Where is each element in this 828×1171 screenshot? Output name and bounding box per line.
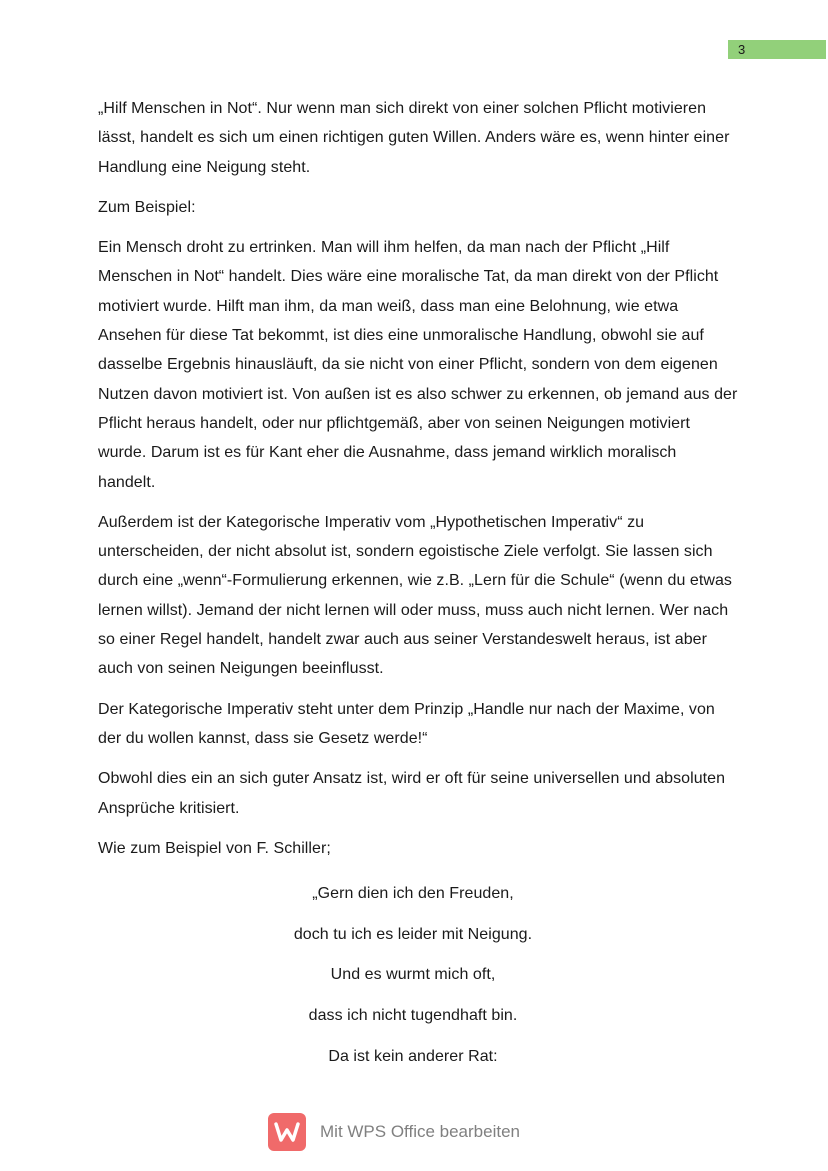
poem-line: dass ich nicht tugendhaft bin. bbox=[308, 1006, 518, 1024]
wps-logo-icon bbox=[268, 1113, 306, 1151]
paragraph: Zum Beispiel: bbox=[98, 198, 196, 216]
poem-line: doch tu ich es leider mit Neigung. bbox=[293, 925, 533, 943]
poem-line: Da ist kein anderer Rat: bbox=[328, 1047, 498, 1065]
poem-quote bbox=[98, 884, 728, 1066]
paragraph: Wie zum Beispiel von F. Schiller; bbox=[98, 839, 331, 857]
page-number: 3 bbox=[728, 40, 826, 59]
poem-line: „Gern dien ich den Freuden, bbox=[312, 885, 514, 903]
paragraph: „Hilf Menschen in Not“. Nur wenn man sich direkt von einer solchen Pflicht motivieren lässt, handelt es sich um einen richtigen guten Willen. Anders wäre es, wenn hinter einer Handlung eine Neigung steht. bbox=[98, 100, 730, 176]
paragraph: Obwohl dies ein an sich guter Ansatz ist, wird er oft für seine universellen und absoluten Ansprüche kritisiert. bbox=[98, 770, 726, 817]
wps-edit-label: Mit WPS Office bearbeiten bbox=[320, 1122, 520, 1141]
paragraph: Außerdem ist der Kategorische Imperativ vom „Hypothetischen Imperativ“ zu unterscheiden, der nicht absolut ist, sondern egoistische Ziele verfolgt. Sie lassen sich durch eine „wenn“-Formulierung erkennen, wie z.B. „Lern für die Schule“ (wenn du etwas lernen willst). Jemand der nicht lernen will oder muss, muss auch nicht lernen. Wer nach so einer Regel handelt, handelt zwar auch aus seiner Verstandeswelt heraus, ist aber auch von seinen Neigungen beeinflusst. bbox=[98, 513, 732, 678]
poem-line: Und es wurmt mich oft, bbox=[330, 966, 496, 984]
paragraph: Der Kategorische Imperativ steht unter dem Prinzip „Handle nur nach der Maxime, von der du wollen kannst, dass sie Gesetz werde!“ bbox=[98, 700, 715, 747]
paragraph: Ein Mensch droht zu ertrinken. Man will ihm helfen, da man nach der Pflicht „Hilf Menschen in Not“ handelt. Dies wäre eine moralische Tat, da man direkt von der Pflicht motiviert wurde. Hilft man ihm, da man weiß, dass man eine Belohnung, wie etwa Ansehen für diese Tat bekommt, ist dies eine unmoralische Handlung, obwohl sie auf dasselbe Ergebnis hinausläuft, da sie nicht von einer Pflicht, sondern von dem eigenen Nutzen davon motiviert ist. Von außen ist es also schwer zu erkennen, ob jemand aus der Pflicht heraus handelt, oder nur pflichtgemäß, aber von seinen Neigungen motiviert wurde. Darum ist es für Kant eher die Ausnahme, dass jemand wirklich moralisch handelt. bbox=[98, 239, 738, 491]
document-body bbox=[98, 94, 738, 1087]
wps-edit-link[interactable] bbox=[268, 1112, 520, 1152]
